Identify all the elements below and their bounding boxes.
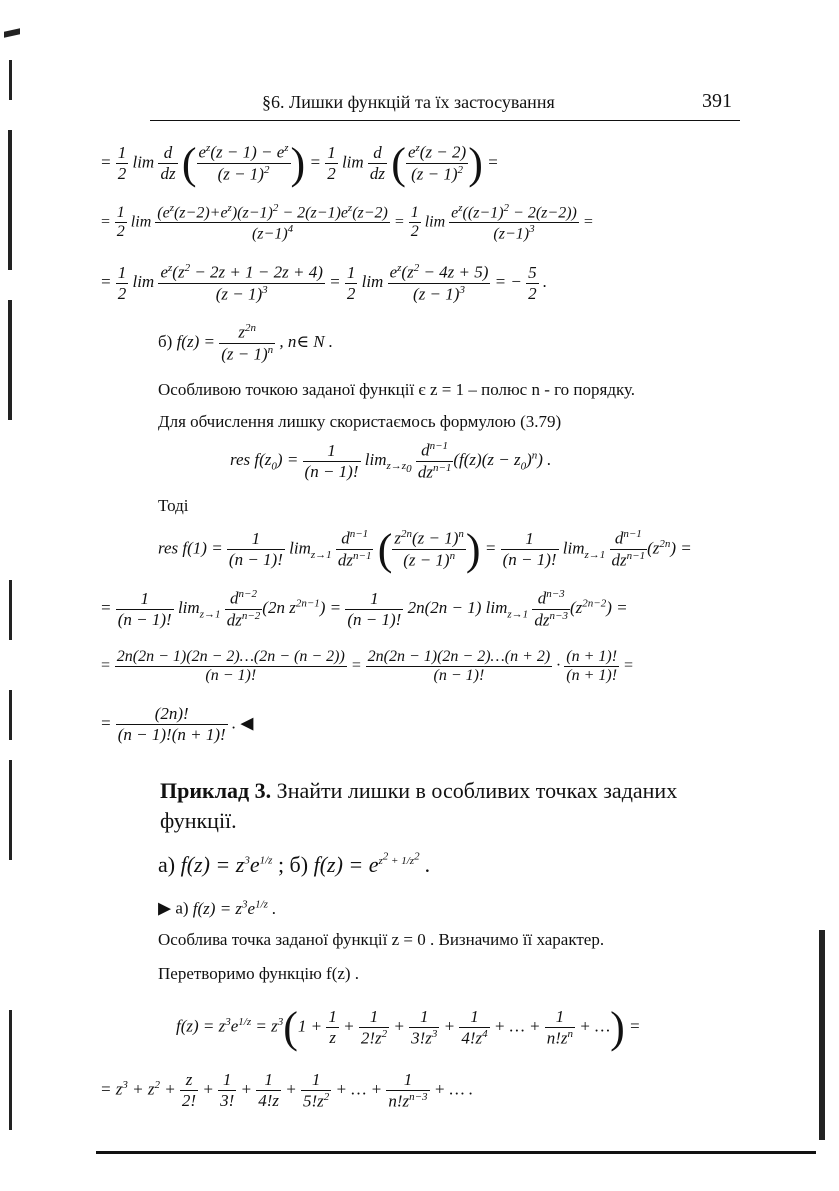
item-b-function: б) f(z) = $\frac{z^{2n}}{(z - 1)^n}$ , n∈ N . bbox=[158, 322, 334, 364]
item-b-label: б) bbox=[158, 332, 173, 352]
word-then: Тоді bbox=[158, 496, 189, 515]
example-3-heading bbox=[160, 776, 750, 836]
item-a-label: а) bbox=[158, 851, 176, 877]
laurent-series-line-1: $f(z) = z^3e^{1/z} = z^3(1$ + $\frac{1}{z}$ + $\frac{1}{2!z^2}$ + $\frac{1}{3!z^3}$ + $\frac{1}{4!z^4}$ + … + $\frac{1}{n!z^n}$ + …) = bbox=[176, 1003, 641, 1052]
equation-line-1: = $\frac{1}{2}$ lim $\frac{d}{dz}$ ( $\frac{e^z(z - 1) - e^z}{(z - 1)^2}$ ) = $\frac{1}{2}$ lim $\frac{d}{dz}$ ( $\frac{e^z(z - 2)}{(z - 1)^2}$ ) = bbox=[100, 139, 499, 188]
residue-formula: res $f(z_0)$ = $\frac{1}{(n - 1)!}$ $\lim_{z\to z_0}$ $d^{n-1}$ $dz^{n-1}$ $(f(z)(z - z_0)^n)$ . bbox=[230, 440, 552, 482]
equation-line-product: = $\frac{2n(2n - 1)(2n - 2)\dots(2n - (n - 2))}{(n - 1)!}$ = $\frac{2n(2n - 1)(2n - 2)\dots(n + 2)}{(n - 1)!}$ · $\frac{(n + 1)!}{(n + 1)!}$ = bbox=[100, 648, 634, 684]
running-header bbox=[150, 92, 740, 118]
chapter-title: §6. Лишки функцій та їх застосування bbox=[262, 92, 555, 112]
page-bottom-edge bbox=[96, 1151, 816, 1154]
header-rule bbox=[150, 120, 740, 121]
equation-line-2: = $\frac{1}{2}$ lim $\frac{(e^z(z-2)+e^z)(z-1)^2 - 2(z-1)e^z(z-2)}{(z-1)^4}$ = $\frac{1}{2}$ lim $\frac{e^z((z-1)^2 - 2(z-2))}{(z-1)^3}$ = bbox=[100, 202, 594, 243]
equation-line-3: = $\frac{1}{2}$ lim $\frac{e^z(z^2 - 2z + 1 - 2z + 4)}{(z - 1)^3}$ = $\frac{1}{2}$ lim $\frac{e^z(z^2 - 4z + 5)}{(z - 1)^3}$ = − $\frac{5}{2}$ . bbox=[100, 262, 548, 304]
example-statement: Знайти лишки в особливих точках заданих функції. bbox=[160, 778, 678, 833]
example-title: Приклад 3. bbox=[160, 778, 272, 803]
scan-edge bbox=[0, 0, 14, 1191]
equation-line-result: = $\frac{(2n)!}{(n - 1)!(n + 1)!}$ . ◀ bbox=[100, 704, 254, 744]
item-b2-label: ; б) bbox=[277, 851, 309, 877]
example-functions: а) $f(z) = z^3e^{1/z}$ ; б) $f(z) = e^{z^2 + 1/z^2}$ . bbox=[158, 850, 431, 877]
residue-at-one: res f(1) = $\frac{1}{(n - 1)!}$ $\lim_{z\to 1}$ $d^{n-1}$ $dz^{n-1}$ ( $\frac{z^{2n}(z - 1)^n}{(z - 1)^n}$ ) = $\frac{1}{(n - 1)!}$ $\lim_{z\to 1}$ $d^{n-1}$ $dz^{n-1}$ $(z^{2n})$ = bbox=[158, 525, 692, 574]
item-b-condition: n∈ N . bbox=[287, 332, 334, 352]
solution-marker: ▶ а) bbox=[158, 898, 189, 918]
paragraph-singular-zero: Особлива точка заданої функції z = 0 . Визначимо її характер. bbox=[158, 930, 605, 949]
paragraph-transform: Перетворимо функцію f(z) . bbox=[158, 964, 360, 983]
paragraph-formula-ref: Для обчислення лишку скористаємось формулою (3.79) bbox=[158, 412, 562, 431]
page-number: 391 bbox=[702, 90, 732, 112]
solution-a-start: ▶ а) $f(z) = z^3e^{1/z}$ . bbox=[158, 898, 277, 918]
equation-line-derivative: = $\frac{1}{(n - 1)!}$ $\lim_{z\to 1}$ $d^{n-2}$ $dz^{n-2}$ (2n $z^{2n-1}$) = $\frac{1}{(n - 1)!}$ 2n(2n − 1) $\lim_{z\to 1}$ $d^{n-3}$ $dz^{n-3}$ $(z^{2n-2})$ = bbox=[100, 588, 628, 630]
scan-edge-right bbox=[819, 930, 825, 1140]
laurent-series-line-2: = $z^3 + z^2$ + $\frac{z}{2!}$ + $\frac{1}{3!}$ + $\frac{1}{4!z}$ + $\frac{1}{5!z^2}$ + … + $\frac{1}{n!z^{n-3}}$ + … . bbox=[100, 1070, 474, 1111]
paragraph-singular-point: Особливою точкою заданої функції є z = 1 – полюс n - го порядку. bbox=[158, 380, 636, 399]
